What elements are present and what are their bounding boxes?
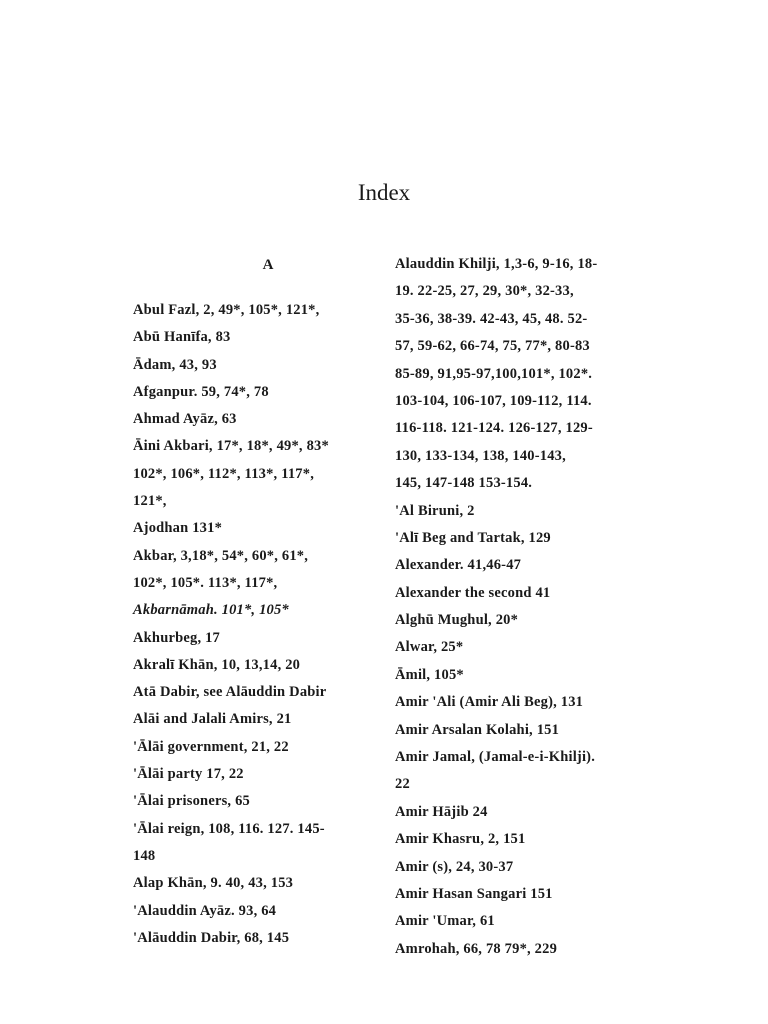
index-entry-line: 102*, 106*, 112*, 113*, 117*, bbox=[133, 465, 315, 482]
index-entry-line: Abū Hanīfa, 83 bbox=[133, 329, 231, 346]
index-entry-line: Amir Jamal, (Jamal-e-i-Khilji). bbox=[395, 749, 596, 766]
index-entry-line: Amir Hasan Sangari 151 bbox=[395, 885, 553, 902]
index-entry-line: Amir Khasru, 2, 151 bbox=[395, 831, 526, 848]
index-entry-line: Āmil, 105* bbox=[395, 666, 464, 683]
index-entry-line: 121*, bbox=[133, 493, 167, 510]
index-column-left bbox=[133, 250, 383, 952]
index-entry-line: Akhurbeg, 17 bbox=[133, 629, 220, 646]
index-entry-line: Alexander. 41,46-47 bbox=[395, 557, 522, 574]
index-entry-line: 'Ālāi party 17, 22 bbox=[133, 766, 244, 783]
index-entry-line: 22 bbox=[395, 776, 410, 793]
index-entry-line: Afganpur. 59, 74*, 78 bbox=[133, 383, 269, 400]
right-entries bbox=[395, 251, 650, 963]
index-entry-line: Amir (s), 24, 30-37 bbox=[395, 858, 514, 875]
index-entry-line: 130, 133-134, 138, 140-143, bbox=[395, 447, 566, 464]
index-entry-line: 103-104, 106-107, 109-112, 114. bbox=[395, 392, 592, 409]
index-entry-line: 102*, 105*. 113*, 117*, bbox=[133, 574, 278, 591]
index-entry-line: Akralī Khān, 10, 13,14, 20 bbox=[133, 656, 301, 673]
index-entry-line: Amir 'Ali (Amir Ali Beg), 131 bbox=[395, 694, 584, 711]
index-entry-line: Atā Dabir, see Alāuddin Dabir bbox=[133, 684, 327, 701]
index-entry-line: Alghū Mughul, 20* bbox=[395, 612, 519, 629]
left-entries bbox=[133, 297, 383, 952]
index-entry-line: 'Alāuddin Dabir, 68, 145 bbox=[133, 929, 290, 946]
index-entry-line: 'Ālai prisoners, 65 bbox=[133, 793, 250, 810]
index-entry-line: Amrohah, 66, 78 79*, 229 bbox=[395, 940, 558, 957]
section-letter: A bbox=[262, 257, 274, 273]
index-entry-line: 19. 22-25, 27, 29, 30*, 32-33, bbox=[395, 283, 574, 300]
index-entry-line: Amir Hājib 24 bbox=[395, 803, 488, 820]
index-entry-line: 116-118. 121-124. 126-127, 129- bbox=[395, 420, 593, 437]
index-entry-line: Akbar, 3,18*, 54*, 60*, 61*, bbox=[133, 547, 309, 564]
index-column-right bbox=[395, 251, 650, 963]
index-entry-line: Alap Khān, 9. 40, 43, 153 bbox=[133, 875, 294, 892]
index-entry-line: 'Alauddin Ayāz. 93, 64 bbox=[133, 902, 277, 919]
index-entry-line: Amir Arsalan Kolahi, 151 bbox=[395, 721, 560, 738]
index-entry-line: Ahmad Ayāz, 63 bbox=[133, 411, 237, 428]
index-entry-line: Āini Akbari, 17*, 18*, 49*, 83* bbox=[133, 438, 329, 455]
index-entry-line: Alāi and Jalali Amirs, 21 bbox=[133, 711, 292, 728]
index-entry-line: 'Ālāi government, 21, 22 bbox=[133, 738, 289, 755]
index-entry-line: 'Al Biruni, 2 bbox=[395, 502, 475, 519]
index-entry-line: Alexander the second 41 bbox=[395, 584, 551, 601]
index-entry-line: 57, 59-62, 66-74, 75, 77*, 80-83 bbox=[395, 338, 590, 355]
index-entry-line: 145, 147-148 153-154. bbox=[395, 475, 533, 492]
index-entry-line: 'Ālai reign, 108, 116. 127. 145- bbox=[133, 820, 325, 837]
index-entry-line: Alwar, 25* bbox=[395, 639, 464, 656]
index-entry-line: Amir 'Umar, 61 bbox=[395, 913, 495, 930]
page-title: Index bbox=[357, 180, 411, 205]
index-entry-line: Alauddin Khilji, 1,3-6, 9-16, 18- bbox=[395, 256, 598, 272]
index-entry-line: Abul Fazl, 2, 49*, 105*, 121*, bbox=[133, 302, 320, 318]
index-entry-line: 148 bbox=[133, 847, 156, 864]
index-entry-line: 35-36, 38-39. 42-43, 45, 48. 52- bbox=[395, 310, 588, 327]
index-entry-line: Ajodhan 131* bbox=[133, 520, 223, 537]
index-entry-line: Akbarnāmah. 101*, 105* bbox=[133, 602, 289, 619]
index-entry-line: 'Alī Beg and Tartak, 129 bbox=[395, 529, 551, 546]
index-entry-line: 85-89, 91,95-97,100,101*, 102*. bbox=[395, 365, 593, 382]
index-entry-line: Ādam, 43, 93 bbox=[133, 356, 217, 373]
